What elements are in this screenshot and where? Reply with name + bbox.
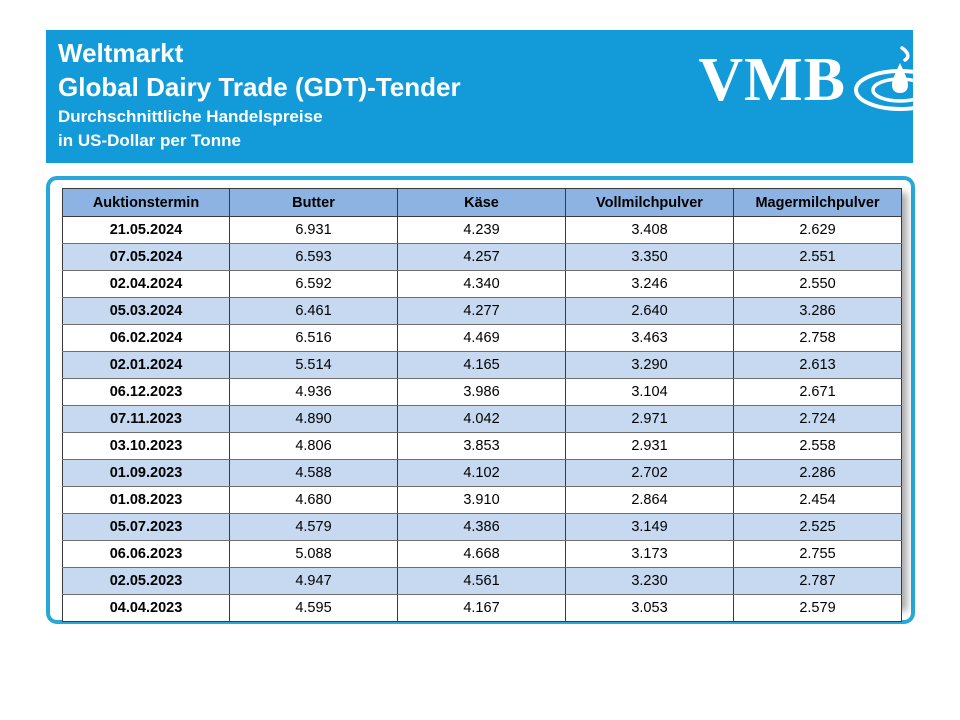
cell-price: 2.931 [566, 433, 734, 460]
cell-price: 6.592 [230, 271, 398, 298]
cell-auktionstermin: 21.05.2024 [63, 217, 230, 244]
cell-price: 4.588 [230, 460, 398, 487]
table-row [63, 406, 902, 433]
page-subtitle-line-1: Durchschnittliche Handelspreise [58, 107, 323, 126]
cell-price: 3.246 [566, 271, 734, 298]
table-row [63, 379, 902, 406]
cell-price: 4.595 [230, 595, 398, 622]
cell-price: 4.042 [398, 406, 566, 433]
cell-price: 3.350 [566, 244, 734, 271]
gdt-price-table [62, 188, 902, 622]
table-row [63, 433, 902, 460]
title-banner [46, 30, 913, 163]
cell-auktionstermin: 07.11.2023 [63, 406, 230, 433]
page-subtitle-line-2: in US-Dollar per Tonne [58, 131, 241, 150]
cell-price: 2.640 [566, 298, 734, 325]
cell-price: 2.702 [566, 460, 734, 487]
cell-price: 2.787 [734, 568, 902, 595]
column-header-magermilchpulver: Magermilchpulver [734, 189, 902, 217]
cell-auktionstermin: 04.04.2023 [63, 595, 230, 622]
cell-auktionstermin: 01.09.2023 [63, 460, 230, 487]
cell-price: 4.680 [230, 487, 398, 514]
cell-price: 4.890 [230, 406, 398, 433]
cell-price: 5.514 [230, 352, 398, 379]
table-row [63, 595, 902, 622]
cell-price: 3.230 [566, 568, 734, 595]
cell-price: 2.758 [734, 325, 902, 352]
table-row [63, 541, 902, 568]
cell-auktionstermin: 06.12.2023 [63, 379, 230, 406]
cell-price: 6.593 [230, 244, 398, 271]
cell-price: 6.461 [230, 298, 398, 325]
cell-price: 4.947 [230, 568, 398, 595]
page-title-primary: Weltmarkt [58, 38, 184, 68]
cell-price: 2.558 [734, 433, 902, 460]
table-row [63, 460, 902, 487]
cell-price: 6.516 [230, 325, 398, 352]
table-row [63, 352, 902, 379]
cell-price: 2.551 [734, 244, 902, 271]
cell-price: 2.864 [566, 487, 734, 514]
cell-price: 4.102 [398, 460, 566, 487]
page-title-secondary: Global Dairy Trade (GDT)-Tender [58, 72, 461, 102]
cell-auktionstermin: 02.04.2024 [63, 271, 230, 298]
cell-price: 3.408 [566, 217, 734, 244]
cell-price: 5.088 [230, 541, 398, 568]
cell-price: 3.053 [566, 595, 734, 622]
vmb-logo-text: VMB [698, 46, 846, 114]
cell-auktionstermin: 05.03.2024 [63, 298, 230, 325]
cell-price: 6.931 [230, 217, 398, 244]
table-row [63, 298, 902, 325]
table-header [63, 189, 902, 217]
cell-price: 2.286 [734, 460, 902, 487]
cell-auktionstermin: 02.01.2024 [63, 352, 230, 379]
cell-price: 4.165 [398, 352, 566, 379]
cell-price: 2.724 [734, 406, 902, 433]
cell-price: 3.286 [734, 298, 902, 325]
table-row [63, 217, 902, 244]
table-row [63, 244, 902, 271]
cell-price: 2.671 [734, 379, 902, 406]
cell-price: 2.613 [734, 352, 902, 379]
cell-price: 3.104 [566, 379, 734, 406]
cell-price: 4.340 [398, 271, 566, 298]
cell-price: 2.454 [734, 487, 902, 514]
cell-price: 2.755 [734, 541, 902, 568]
table-row [63, 271, 902, 298]
cell-price: 2.525 [734, 514, 902, 541]
column-header-auktionstermin: Auktionstermin [63, 189, 230, 217]
cell-price: 3.986 [398, 379, 566, 406]
column-header-kaese: Käse [398, 189, 566, 217]
cell-price: 3.173 [566, 541, 734, 568]
cell-price: 3.149 [566, 514, 734, 541]
cell-price: 2.550 [734, 271, 902, 298]
cell-price: 4.386 [398, 514, 566, 541]
cell-price: 4.239 [398, 217, 566, 244]
cell-price: 4.561 [398, 568, 566, 595]
column-header-vollmilchpulver: Vollmilchpulver [566, 189, 734, 217]
cell-auktionstermin: 02.05.2023 [63, 568, 230, 595]
cell-price: 4.469 [398, 325, 566, 352]
table-row [63, 325, 902, 352]
cell-price: 2.971 [566, 406, 734, 433]
table-body [63, 217, 902, 622]
cell-auktionstermin: 06.06.2023 [63, 541, 230, 568]
cell-price: 4.806 [230, 433, 398, 460]
cell-price: 2.579 [734, 595, 902, 622]
cell-auktionstermin: 01.08.2023 [63, 487, 230, 514]
cell-price: 4.936 [230, 379, 398, 406]
cell-auktionstermin: 07.05.2024 [63, 244, 230, 271]
cell-price: 3.910 [398, 487, 566, 514]
table-row [63, 568, 902, 595]
cell-auktionstermin: 03.10.2023 [63, 433, 230, 460]
cell-auktionstermin: 05.07.2023 [63, 514, 230, 541]
cell-price: 4.668 [398, 541, 566, 568]
cell-price: 4.257 [398, 244, 566, 271]
cell-auktionstermin: 06.02.2024 [63, 325, 230, 352]
table-header-row [63, 189, 902, 217]
cell-price: 4.579 [230, 514, 398, 541]
column-header-butter: Butter [230, 189, 398, 217]
cell-price: 3.290 [566, 352, 734, 379]
cell-price: 4.277 [398, 298, 566, 325]
table-row [63, 487, 902, 514]
table-row [63, 514, 902, 541]
cell-price: 2.629 [734, 217, 902, 244]
cell-price: 4.167 [398, 595, 566, 622]
cell-price: 3.463 [566, 325, 734, 352]
cell-price: 3.853 [398, 433, 566, 460]
